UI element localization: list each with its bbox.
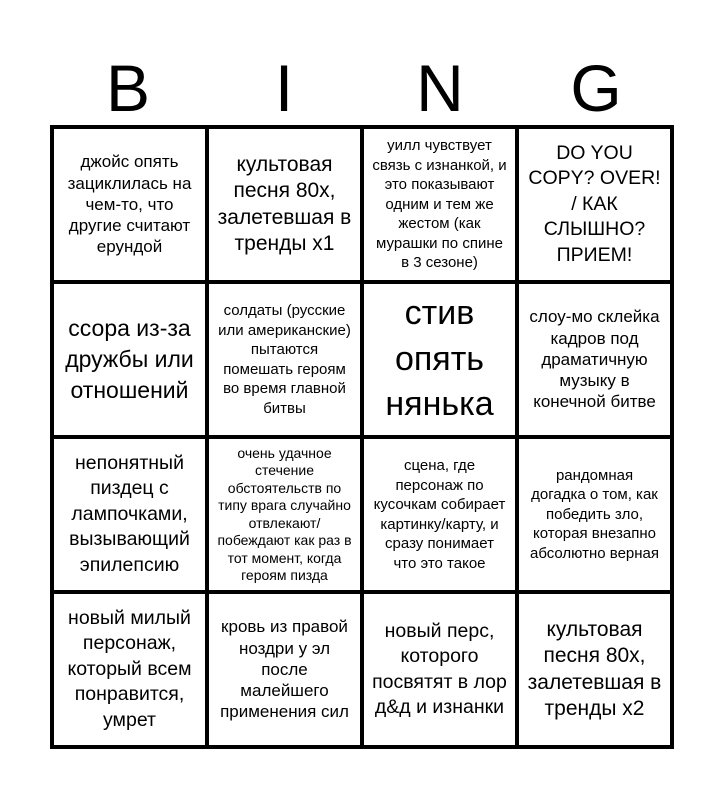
cell-text: культовая песня 80х, залетевшая в тренды х1: [217, 153, 352, 255]
cell-text: очень удачное стечение обстоятельств по типу врага случайно отвлекают/побеждают как раз в тот момент, когда героям пизда: [217, 444, 352, 583]
cell-text: солдаты (русские или американские) пытаются помешать героям во время главной битвы: [218, 302, 351, 417]
cell-text: кровь из правой ноздри у эл после малейшего применения сил: [220, 617, 349, 722]
bingo-cell[interactable]: [519, 439, 670, 590]
cell-text: рандомная догадка о том, как победить зло, которая внезапно абсолютно верная: [529, 466, 660, 562]
bingo-cell[interactable]: [209, 594, 360, 745]
cell-text: ссора из-за дружбы или отношений: [65, 314, 194, 404]
cell-text: новый перс, которого посвятят в лор д&д и изнанки: [372, 619, 507, 718]
bingo-cell[interactable]: [364, 129, 515, 280]
bingo-cell[interactable]: [209, 439, 360, 590]
bingo-header: [50, 48, 674, 123]
cell-text: сцена, где персонаж по кусочкам собирает картинку/карту, и сразу понимает что это такое: [373, 457, 506, 572]
cell-text: DO YOU COPY? OVER! / КАК СЛЫШНО? ПРИЕМ!: [528, 142, 661, 266]
cell-text: стив опять нянька: [385, 293, 494, 424]
bingo-cell[interactable]: [519, 129, 670, 280]
header-letter-n: N: [416, 51, 464, 125]
cell-text: культовая песня 80х, залетевшая в тренды х2: [527, 618, 662, 720]
header-letter-i: I: [274, 51, 294, 125]
bingo-cell[interactable]: [364, 439, 515, 590]
header-letter-g: G: [570, 51, 622, 125]
bingo-cell[interactable]: [54, 439, 205, 590]
bingo-grid: [50, 125, 674, 749]
cell-text: слоу-мо склейка кадров под драматичную музыку в конечной битве: [529, 307, 660, 412]
bingo-cell[interactable]: [209, 284, 360, 435]
bingo-cell[interactable]: [54, 129, 205, 280]
bingo-cell[interactable]: [519, 594, 670, 745]
header-letter-b: B: [105, 51, 151, 125]
cell-text: уилл чувствует связь с изнанкой, и это показывают одним и тем же жестом (как мурашки по спине в 3 сезоне): [372, 137, 507, 272]
bingo-cell[interactable]: [519, 284, 670, 435]
bingo-cell[interactable]: [364, 594, 515, 745]
bingo-cell[interactable]: [209, 129, 360, 280]
cell-text: новый милый персонаж, который всем понравится, умрет: [67, 607, 192, 731]
cell-text: непонятный пиздец с лампочками, вызывающий эпилепсию: [69, 452, 190, 576]
bingo-cell[interactable]: [364, 284, 515, 435]
bingo-cell[interactable]: [54, 284, 205, 435]
bingo-cell[interactable]: [54, 594, 205, 745]
cell-text: джойс опять зациклилась на чем-то, что другие считают ерундой: [67, 152, 192, 257]
